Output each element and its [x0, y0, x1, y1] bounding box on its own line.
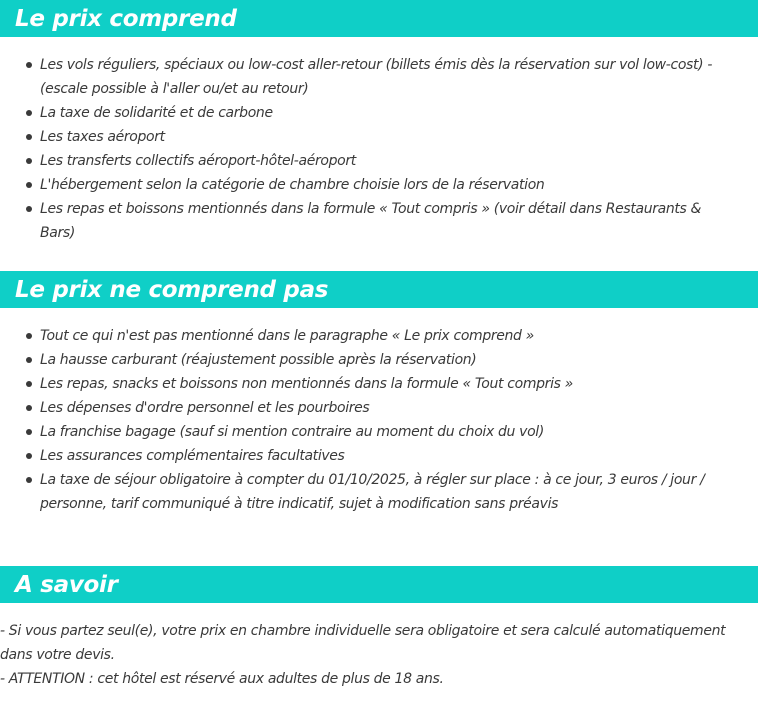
list-prix-comprend: [0, 53, 725, 245]
list-item: Tout ce qui n'est pas mentionné dans le paragraphe « Le prix comprend »: [0, 324, 725, 348]
list-item: Les transferts collectifs aéroport-hôtel-aéroport: [0, 149, 725, 173]
a-savoir-line: - ATTENTION : cet hôtel est réservé aux adultes de plus de 18 ans.: [0, 671, 444, 687]
section-title-prix-ne-comprend-pas: Le prix ne comprend pas: [15, 276, 329, 303]
list-item: La taxe de solidarité et de carbone: [0, 101, 725, 125]
list-item: Les dépenses d'ordre personnel et les pourboires: [0, 396, 725, 420]
section-title-prix-comprend: Le prix comprend: [15, 5, 237, 32]
section-title-a-savoir: A savoir: [15, 571, 118, 598]
list-item: L'hébergement selon la catégorie de chambre choisie lors de la réservation: [0, 173, 725, 197]
list-prix-ne-comprend-pas: [0, 324, 725, 516]
list-item: Les assurances complémentaires facultatives: [0, 444, 725, 468]
list-item: Les vols réguliers, spéciaux ou low-cost aller-retour (billets émis dès la réservation sur vol low-cost) - (escale possible à l'aller ou/et au retour): [0, 53, 725, 101]
a-savoir-line: - Si vous partez seul(e), votre prix en chambre individuelle sera obligatoire et sera calculé automatiquement dans votre devis.: [0, 623, 726, 663]
section-header-a-savoir: [0, 566, 758, 603]
section-header-prix-comprend: [0, 0, 758, 37]
list-item: Les repas, snacks et boissons non mentionnés dans la formule « Tout compris »: [0, 372, 725, 396]
list-item: Les taxes aéroport: [0, 125, 725, 149]
list-item: La franchise bagage (sauf si mention contraire au moment du choix du vol): [0, 420, 725, 444]
list-item: La taxe de séjour obligatoire à compter du 01/10/2025, à régler sur place : à ce jour, 3 euros / jour / personne, tarif communiqué à titre indicatif, sujet à modification sans préavis: [0, 468, 725, 516]
list-item: Les repas et boissons mentionnés dans la formule « Tout compris » (voir détail dans Restaurants & Bars): [0, 197, 725, 245]
a-savoir-text: [0, 619, 752, 691]
section-header-prix-ne-comprend-pas: [0, 271, 758, 308]
list-item: La hausse carburant (réajustement possible après la réservation): [0, 348, 725, 372]
